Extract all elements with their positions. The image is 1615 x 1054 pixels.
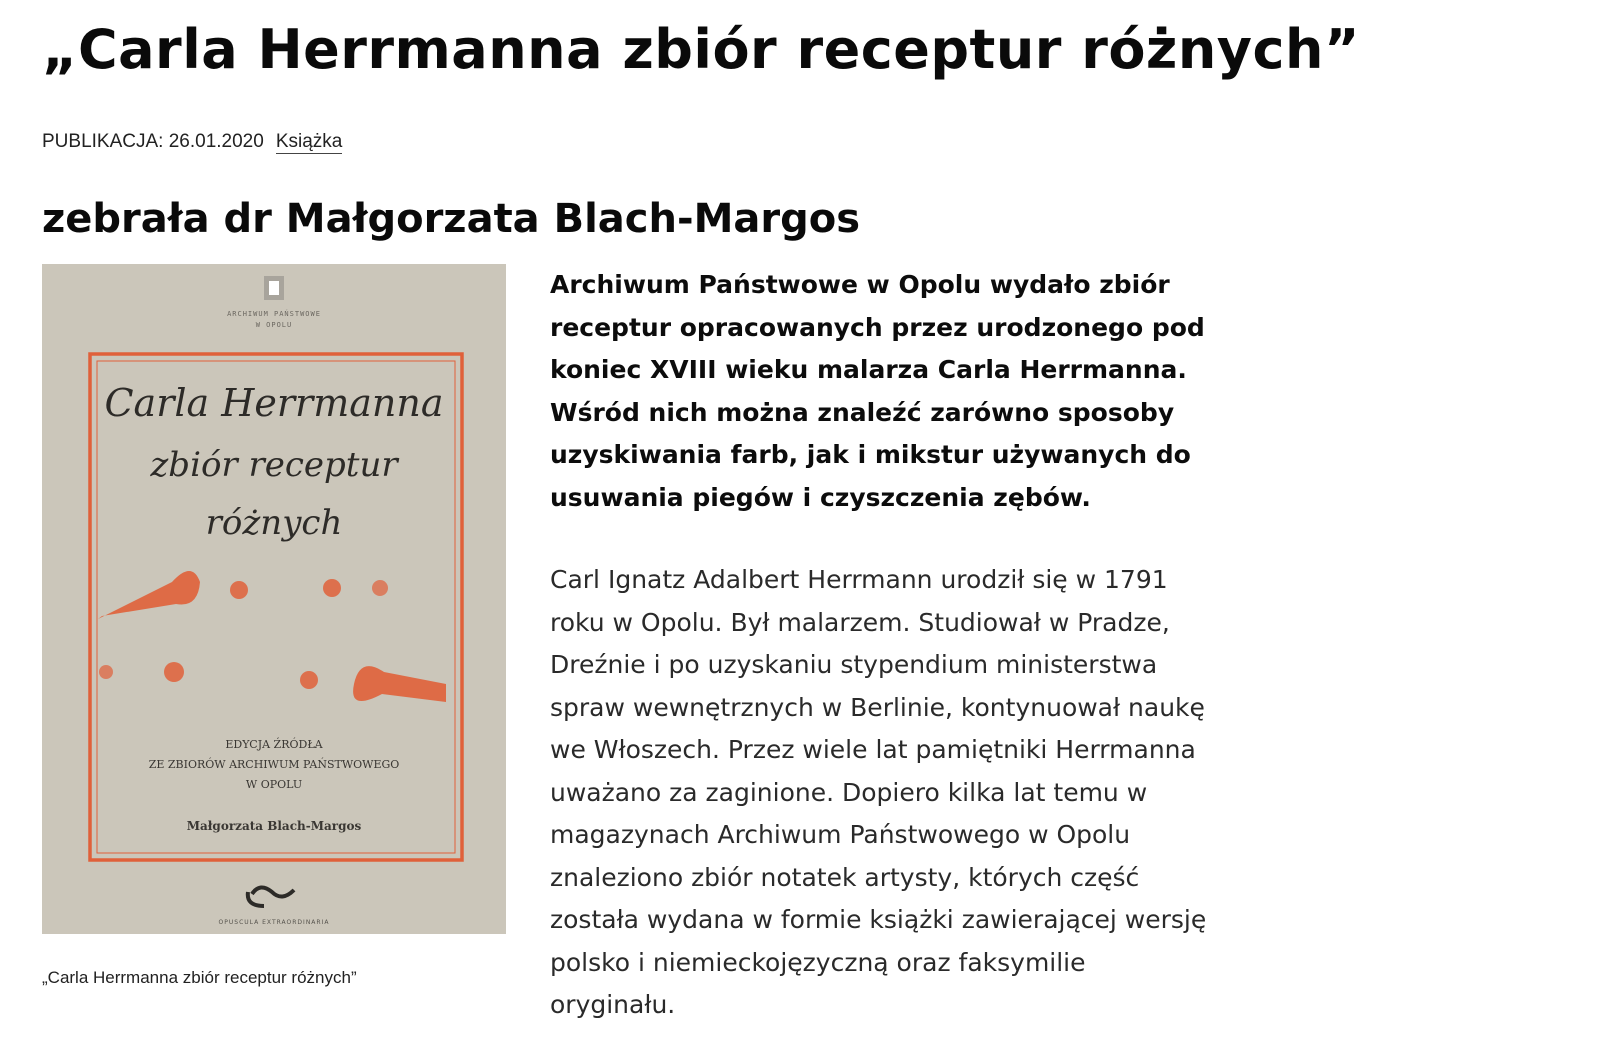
publication-meta <box>42 131 342 153</box>
article-lead: Archiwum Państwowe w Opolu wydało zbiór receptur opracowanych przez urodzonego pod koniec XVIII wieku malarza Carla Herrmanna. Wśród nich można znaleźć zarówno sposoby uzyskiwania farb, jak i mikstur używanych do usuwania piegów i czyszczenia zębów. <box>550 270 1205 512</box>
cover-title-line3: różnych <box>205 503 343 543</box>
figure-caption: „Carla Herrmanna zbiór receptur różnych” <box>42 968 357 987</box>
category-link[interactable]: Książka <box>275 131 343 152</box>
book-cover-image <box>42 264 506 934</box>
page-title: „Carla Herrmanna zbiór receptur różnych” <box>42 18 1360 81</box>
book-figure <box>42 264 506 987</box>
cover-edition-line1: EDYCJA ŹRÓDŁA <box>225 738 323 751</box>
book-cover-illustration <box>42 264 506 934</box>
cover-series: OPUSCULA EXTRAORDINARIA <box>218 919 330 926</box>
cover-publisher-line1: ARCHIWUM PAŃSTWOWE <box>227 310 321 318</box>
publication-date: PUBLIKACJA: 26.01.2020 <box>42 131 264 152</box>
cover-edition-line2: ZE ZBIORÓW ARCHIWUM PAŃSTWOWEGO <box>148 758 400 771</box>
article-body: Carl Ignatz Adalbert Herrmann urodził się w 1791 roku w Opolu. Był malarzem. Studiował w Pradze, Dreźnie i po uzyskaniu stypendium ministerstwa spraw wewnętrznych w Berlinie, kontynuował naukę we Włoszech. Przez wiele lat pamiętniki Herrmanna uważano za zaginione. Dopiero kilka lat temu w magazynach Archiwum Państwowego w Opolu znaleziono zbiór notatek artysty, których część została wydana w formie książki zawierającej wersję polsko i niemieckojęzyczną oraz faksymilie oryginału. <box>550 565 1207 1019</box>
article-subtitle: zebrała dr Małgorzata Blach-Margos <box>42 196 861 242</box>
cover-publisher-line2: W OPOLU <box>255 321 293 329</box>
cover-title-line1: Carla Herrmanna <box>104 381 444 425</box>
cover-edition-line3: W OPOLU <box>245 778 303 791</box>
cover-author: Małgorzata Blach-Margos <box>186 819 362 833</box>
cover-title-line2: zbiór receptur <box>150 445 398 485</box>
article-content <box>550 264 1210 1027</box>
